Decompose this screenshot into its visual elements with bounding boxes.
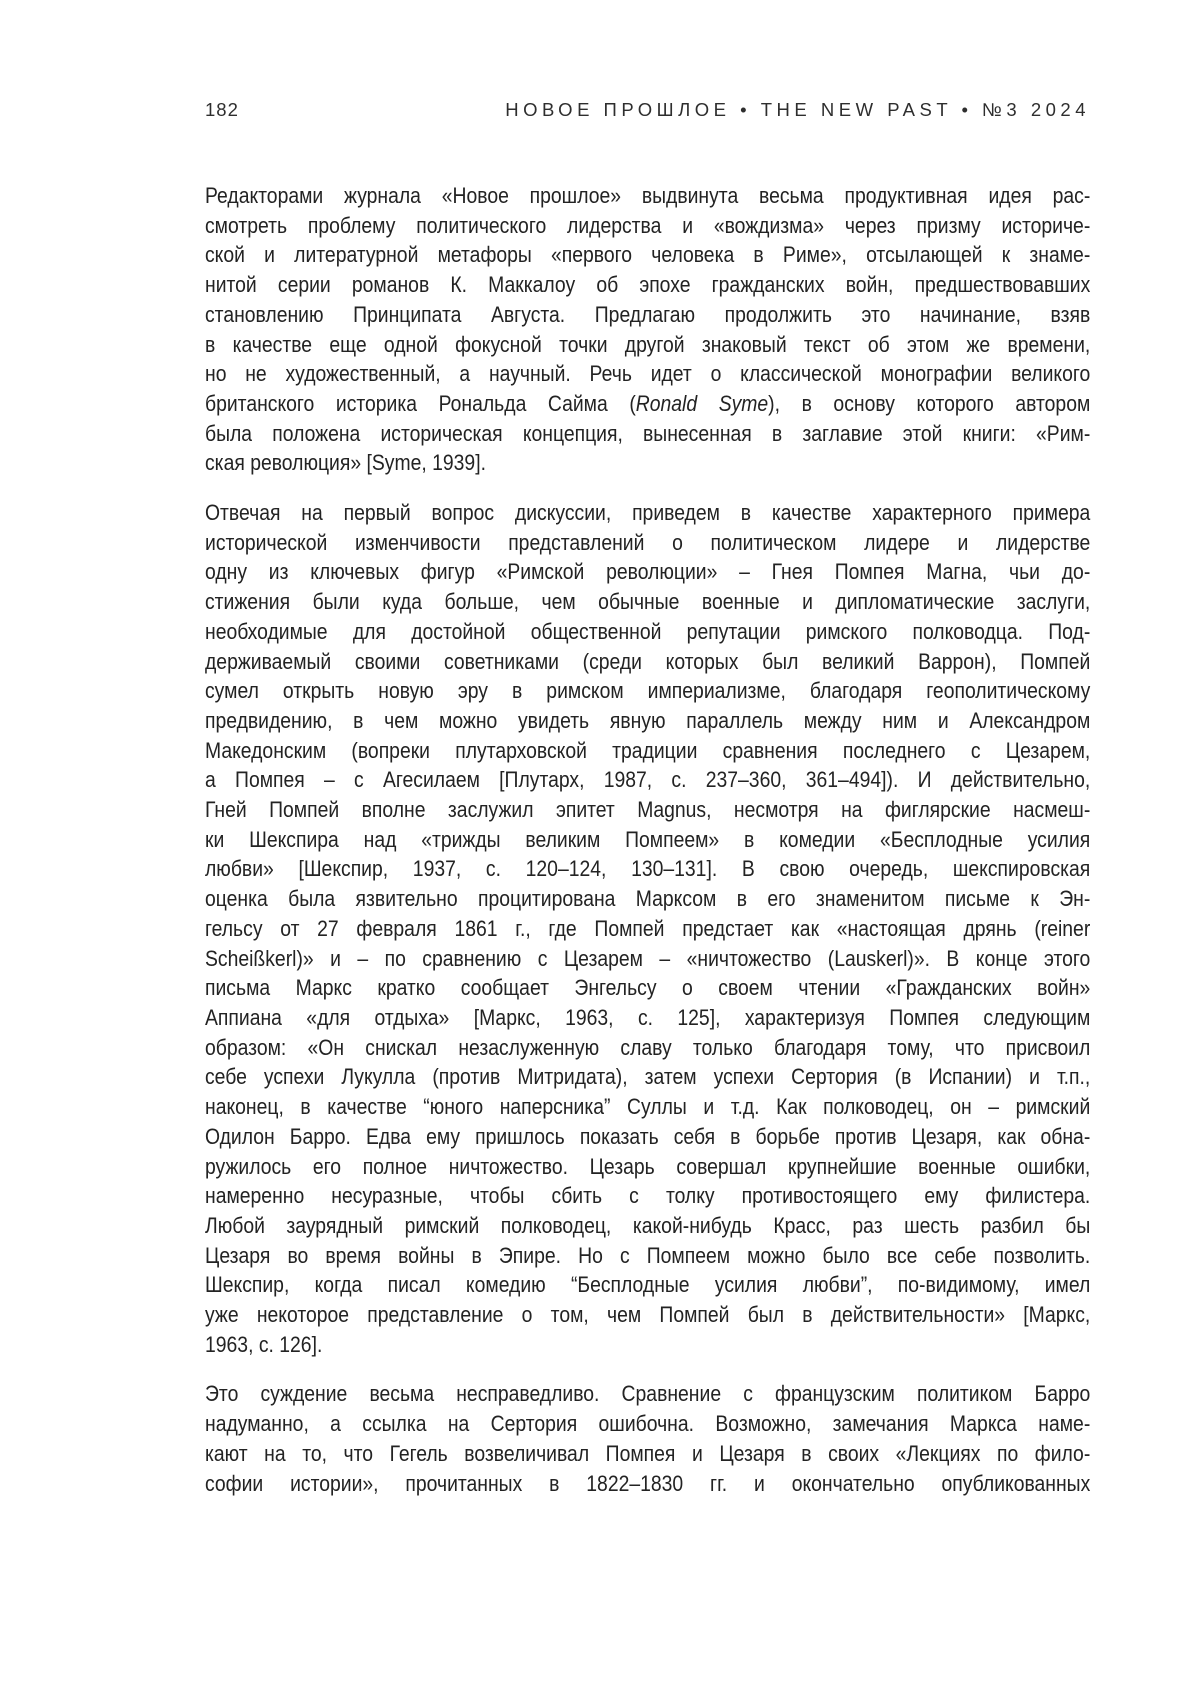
text-line: ружилось его полное ничтожество. Цезарь совершал крупнейшие военные ошибки, xyxy=(205,1153,1091,1179)
text-line: намеренно несуразные, чтобы сбить с толку противостоящего ему филистера. xyxy=(205,1183,1091,1209)
page-number: 182 xyxy=(205,99,239,120)
text-line: держиваемый своими советниками (среди которых был великий Варрон), Помпей xyxy=(205,648,1091,674)
text-line: одну из ключевых фигур «Римской революции» – Гнея Помпея Магна, чьи до- xyxy=(205,559,1091,585)
text-line: Это суждение весьма несправедливо. Сравнение с французским политиком Барро xyxy=(205,1381,1091,1407)
text-line: Одилон Барро. Едва ему пришлось показать себя в борьбе против Цезаря, как обна- xyxy=(205,1123,1091,1149)
text-line: была положена историческая концепция, вынесенная в заглавие этой книги: «Рим- xyxy=(205,420,1091,446)
text-line: Scheißkerl)» и – по сравнению с Цезарем – «ничтожество (Lauskerl)». В конце этого xyxy=(205,945,1091,971)
text-line: гельсу от 27 февраля 1861 г., где Помпей предстает как «настоящая дрянь (reiner xyxy=(205,915,1091,941)
text-line: уже некоторое представление о том, чем Помпей был в действительности» [Маркс, xyxy=(205,1302,1091,1328)
text-line: исторической изменчивости представлений о политическом лидере и лидерстве xyxy=(205,529,1091,555)
text-line: софии истории», прочитанных в 1822–1830 гг. и окончательно опубликованных xyxy=(205,1470,1091,1496)
paragraph xyxy=(205,1379,1090,1498)
text-line: нитой серии романов К. Маккалоу об эпохе гражданских войн, предшествовавших xyxy=(205,272,1091,298)
italic-text: Ronald Syme xyxy=(635,390,769,416)
text-line: становлению Принципата Августа. Предлагаю продолжить это начинание, взяв xyxy=(205,301,1091,327)
paragraph xyxy=(205,181,1090,478)
text-line: кают на то, что Гегель возвеличивал Помпея и Цезаря в своих «Лекциях по фило- xyxy=(205,1440,1091,1466)
text-line: оценка была язвительно процитирована Марксом в его знаменитом письме к Эн- xyxy=(205,886,1091,912)
text-line: Шекспир, когда писал комедию “Бесплодные усилия любви”, по-видимому, имел xyxy=(205,1272,1091,1298)
text-line: Гней Помпей вполне заслужил эпитет Magnus, несмотря на фиглярские насмеш- xyxy=(205,797,1091,823)
text-line: стижения были куда больше, чем обычные военные и дипломатические заслуги, xyxy=(205,589,1091,615)
article-text xyxy=(205,181,1090,1518)
text-line: необходимые для достойной общественной репутации римского полководца. Под- xyxy=(205,618,1091,644)
text-line: письма Маркс кратко сообщает Энгельсу о своем чтении «Гражданских войн» xyxy=(205,975,1091,1001)
text-line: смотреть проблему политического лидерства и «вождизма» через призму историче- xyxy=(205,212,1091,238)
text-line: надуманно, а ссылка на Сертория ошибочна. Возможно, замечания Маркса наме- xyxy=(205,1411,1091,1437)
text-line: но не художественный, а научный. Речь идет о классической монографии великого xyxy=(205,361,1091,387)
text-line: себе успехи Лукулла (против Митридата), затем успехи Сертория (в Испании) и т.п., xyxy=(205,1064,1091,1090)
text-line: Редакторами журнала «Новое прошлое» выдвинута весьма продуктивная идея рас- xyxy=(205,183,1091,208)
page-header xyxy=(205,99,1090,121)
text-line: образом: «Он снискал незаслуженную славу только благодаря тому, что присвоил xyxy=(205,1034,1091,1060)
text-line: Цезаря во время войны в Эпире. Но с Помпеем можно было все себе позволить. xyxy=(205,1242,1091,1268)
text-line: ской и литературной метафоры «первого человека в Риме», отсылающей к знаме- xyxy=(205,242,1091,268)
text-line: наконец, в качестве “юного наперсника” Суллы и т.д. Как полководец, он – римский xyxy=(205,1094,1091,1120)
text-line: Аппиана «для отдыха» [Маркс, 1963, с. 125], характеризуя Помпея следующим xyxy=(205,1004,1091,1030)
text-line: сумел открыть новую эру в римском империализме, благодаря геополитическому xyxy=(205,678,1091,704)
text-line: Любой заурядный римский полководец, какой-нибудь Красс, раз шесть разбил бы xyxy=(205,1212,1091,1238)
text-line: любви» [Шекспир, 1937, с. 120–124, 130–131]. В свою очередь, шекспировская xyxy=(205,856,1091,882)
text-line: ки Шекспира над «трижды великим Помпеем» в комедии «Бесплодные усилия xyxy=(205,826,1091,852)
text-line: а Помпея – с Агесилаем [Плутарх, 1987, с. 237–360, 361–494]). И действительно, xyxy=(205,767,1091,793)
text-line: в качестве еще одной фокусной точки другой знаковый текст об этом же времени, xyxy=(205,331,1091,357)
paragraph xyxy=(205,498,1090,1359)
text-line: британского историка Рональда Сайма (Ronald Syme), в основу которого автором xyxy=(205,390,1091,416)
text-line: предвидению, в чем можно увидеть явную параллель между ним и Александром xyxy=(205,707,1091,733)
running-title: НОВОЕ ПРОШЛОЕ • THE NEW PAST • №3 2024 xyxy=(505,99,1090,120)
text-line: Македонским (вопреки плутарховской традиции сравнения последнего с Цезарем, xyxy=(205,737,1091,763)
text-line: 1963, с. 126]. xyxy=(205,1331,323,1357)
text-line: ская революция» [Syme, 1939]. xyxy=(205,450,486,476)
text-line: Отвечая на первый вопрос дискуссии, приведем в качестве характерного примера xyxy=(205,500,1091,526)
